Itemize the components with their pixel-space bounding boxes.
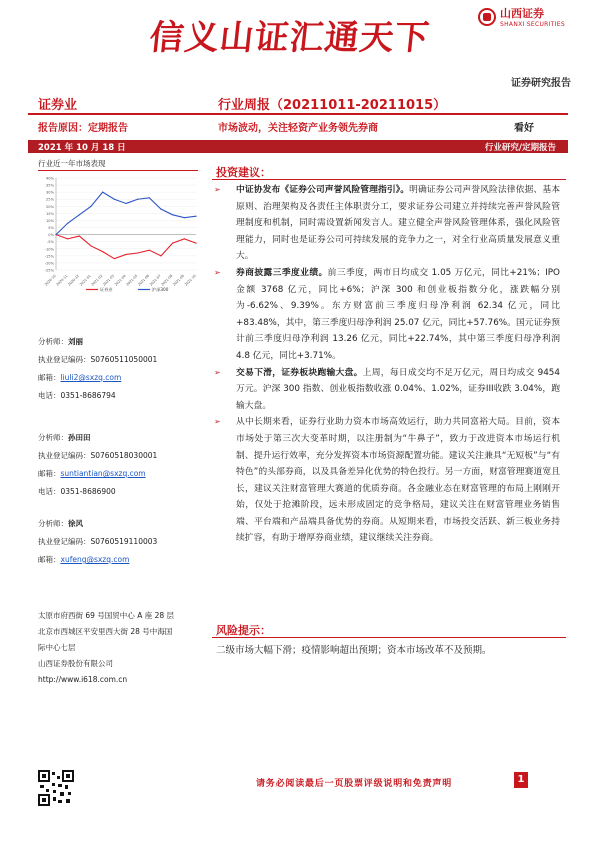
x-tick-label: 2021-02 (90, 273, 104, 287)
data-point (90, 245, 91, 246)
data-point (137, 199, 138, 200)
data-point (67, 223, 68, 224)
cert-label: 执业登记编码： (38, 537, 91, 546)
bullet-item (214, 182, 560, 265)
brand-slogan: 信义山证汇通天下 (147, 18, 432, 58)
data-point (172, 243, 173, 244)
cert-label: 执业登记编码： (38, 451, 91, 460)
address-line: 际中心七层 (38, 643, 76, 652)
market-chart-title: 行业近一年市场表现 (38, 159, 106, 168)
x-tick-label: 2021-04 (113, 273, 127, 287)
legend-label: 沪深300 (152, 287, 169, 292)
bullet-item (214, 265, 560, 365)
y-tick-label: 40% (46, 176, 54, 181)
investment-divider (212, 179, 566, 180)
analyst-label: 分析师： (38, 519, 68, 528)
y-tick-label: -15% (44, 254, 54, 259)
data-point (160, 209, 161, 210)
bullet-lead: 交易下滑，证券板块跑输大盘。 (236, 367, 363, 378)
data-point (67, 238, 68, 239)
data-point (195, 216, 196, 217)
report-subtitle: 市场波动，关注轻资产业务领先券商 (218, 123, 378, 134)
rating: 看好 (514, 123, 534, 134)
address-line: 太原市府西街 69 号国贸中心 A 座 28 层 (38, 611, 175, 620)
cert-number: S0760511050001 (90, 355, 158, 364)
y-tick-label: 5% (48, 226, 54, 231)
investment-heading: 投资建议： (216, 166, 271, 179)
phone-number: 0351-8686900 (60, 487, 116, 496)
company-address (38, 608, 174, 688)
data-point (55, 234, 56, 235)
y-tick-label: 25% (46, 197, 54, 202)
y-tick-label: 20% (46, 204, 54, 209)
market-performance-chart (36, 174, 202, 296)
email-link[interactable]: liuli2@sxzq.com (60, 373, 122, 382)
disclaimer: 请务必阅读最后一页股票评级说明和免责声明 (256, 779, 453, 789)
investment-bullets (214, 182, 560, 547)
x-tick-label: 2021-05 (125, 273, 139, 287)
x-tick-label: 2021-10 (183, 273, 197, 287)
x-tick-label: 2020-10 (43, 273, 57, 287)
report-title: 行业周报（20211011-20211015） (218, 98, 447, 113)
title-divider (28, 113, 568, 115)
email-label: 邮箱： (38, 469, 61, 478)
data-point (160, 255, 161, 256)
bullet-text: 前三季度，两市日均成交 1.05 万亿元，同比+21%；IPO 金额 3768 亿元，同比+6%；沪深 300 和创业板指数分化，涨跌幅分别为-6.62%、9.39%。东方财富前三季度归母净利润 62.34 亿元，同比+83.48%，其中，第三季度归母净利润 25.07 亿元，同比+57.76%。国元证券预计前三季度归母净利润 13.26 亿元，同比+22.74%，其中第三季度归母净利润 4.8 亿元，同比+3.71%。 (236, 267, 560, 361)
report-category: 行业研究/定期报告 (484, 143, 556, 153)
logo-icon (478, 8, 496, 26)
data-point (184, 217, 185, 218)
analyst-2 (38, 432, 157, 497)
email-label: 邮箱： (38, 373, 61, 382)
analyst-label: 分析师： (38, 433, 68, 442)
chart-divider (38, 170, 198, 171)
y-tick-label: 35% (46, 183, 54, 188)
x-tick-label: 2021-01 (78, 273, 92, 287)
data-point (79, 235, 80, 236)
bullet-text: 明确证券公司声誉风险法律依据、基本原则、治理架构及各责任主体职责分工，要求证券公司建立并持续完善声誉风险管理制度和机制，同时需设置新闻发言人。建立健全声誉风险管理体系，强化风险管理能力，同时也是证券公司可持续发展的竞争力之一，对全行业高质量发展意义重大。 (236, 185, 560, 262)
legend-label: 证券业 (100, 287, 113, 292)
date-bar (28, 140, 568, 153)
x-tick-label: 2021-06 (137, 273, 151, 287)
bullet-item (214, 414, 560, 547)
data-point (125, 254, 126, 255)
y-tick-label: 15% (46, 211, 54, 216)
data-point (149, 250, 150, 251)
y-tick-label: -10% (44, 247, 54, 252)
analyst-1 (38, 336, 157, 401)
company-logo (478, 5, 565, 28)
y-tick-label: 10% (46, 218, 54, 223)
data-point (79, 214, 80, 215)
cert-number: S0760519110003 (90, 537, 158, 546)
phone-label: 电话： (38, 487, 61, 496)
series-line (56, 235, 196, 259)
risk-divider (212, 637, 566, 638)
analyst-name: 孙田田 (68, 433, 91, 442)
data-point (125, 203, 126, 204)
analyst-3 (38, 518, 157, 565)
bullet-text: 上周，每日成交均不足万亿元，周日均成交 9454 万元。沪深 300 指数、创业板指数收涨 0.04%、1.02%，证券III收跌 3.04%，跑输大盘。 (236, 367, 560, 411)
industry-name: 证券业 (38, 98, 78, 113)
data-point (184, 238, 185, 239)
bullet-item (214, 365, 560, 415)
data-point (90, 206, 91, 207)
data-point (102, 192, 103, 193)
arrow-icon: ➢ (214, 367, 221, 377)
address-line: 北京市西城区平安里西大街 28 号中海国 (38, 627, 173, 636)
x-tick-label: 2020-12 (67, 273, 81, 287)
data-point (114, 258, 115, 259)
report-date: 2021 年 10 月 18 日 (38, 143, 126, 153)
email-label: 邮箱： (38, 555, 61, 564)
bullet-lead: 券商披露三季度业绩。 (236, 267, 328, 278)
data-point (195, 243, 196, 244)
x-tick-label: 2021-03 (102, 273, 116, 287)
y-tick-label: 30% (46, 190, 54, 195)
qr-code-icon (38, 770, 74, 806)
x-tick-label: 2021-07 (148, 273, 162, 287)
y-tick-label: 0% (48, 233, 54, 238)
risk-heading: 风险提示： (216, 624, 271, 637)
data-point (149, 197, 150, 198)
analyst-label: 分析师： (38, 337, 68, 346)
bullet-text: 从中长期来看，证券行业助力资本市场高效运行，助力共同富裕大局。目前，资本市场处于第三次大变革时期，以注册制为“牛鼻子”，致力于改进资本市场运行机制、提升运行效率，充分发挥资本市场资源配置功能。建议关注兼具“无短板”与“有特色”的头部券商，以及具备差异化优势的特色投行。另一方面，财富管理赛道宽且长，建议关注财富管理大赛道的优质券商。各金融业态在财富管理的布局上刚刚开始，仅处于抢滩阶段，远未形成固定的竞争格局，建议关注在财富管理业务销售端、平台端和产品端具备优势的券商。从短期来看，市场投交活跃、新三板业务持续扩容，有助于增厚券商业绩，建议继续关注券商。 (236, 417, 560, 544)
x-tick-label: 2021-08 (160, 273, 174, 287)
bullet-lead: 中证协发布《证券公司声誉风险管理指引》。 (236, 185, 410, 195)
risk-text: 二级市场大幅下滑；疫情影响超出预期；资本市场改革不及预期。 (216, 645, 492, 656)
arrow-icon: ➢ (214, 267, 221, 277)
logo-text-cn: 山西证券 (500, 7, 544, 20)
page-number: 1 (514, 772, 528, 788)
company-website[interactable]: http://www.i618.com.cn (38, 675, 128, 684)
data-point (114, 199, 115, 200)
arrow-icon: ➢ (214, 185, 221, 194)
phone-label: 电话： (38, 391, 61, 400)
report-type: 证券研究报告 (511, 78, 571, 89)
arrow-icon: ➢ (214, 417, 221, 427)
analyst-name: 徐风 (68, 519, 83, 528)
cert-number: S0760518030001 (90, 451, 158, 460)
cert-label: 执业登记编码： (38, 355, 91, 364)
email-link[interactable]: xufeng@sxzq.com (60, 555, 130, 564)
y-tick-label: -25% (44, 268, 54, 273)
company-name: 山西证券股份有限公司 (38, 659, 113, 668)
data-point (102, 251, 103, 252)
x-tick-label: 2021-09 (172, 273, 186, 287)
y-tick-label: -20% (44, 261, 54, 266)
data-point (137, 252, 138, 253)
analyst-name: 刘丽 (68, 337, 83, 346)
y-tick-label: -5% (47, 240, 54, 245)
logo-text-en: SHANXI SECURITIES (500, 21, 565, 28)
x-tick-label: 2020-11 (55, 273, 69, 287)
email-link[interactable]: suntiantian@sxzq.com (60, 469, 146, 478)
data-point (172, 214, 173, 215)
phone-number: 0351-8686794 (60, 391, 116, 400)
report-reason: 报告原因：定期报告 (38, 123, 128, 134)
